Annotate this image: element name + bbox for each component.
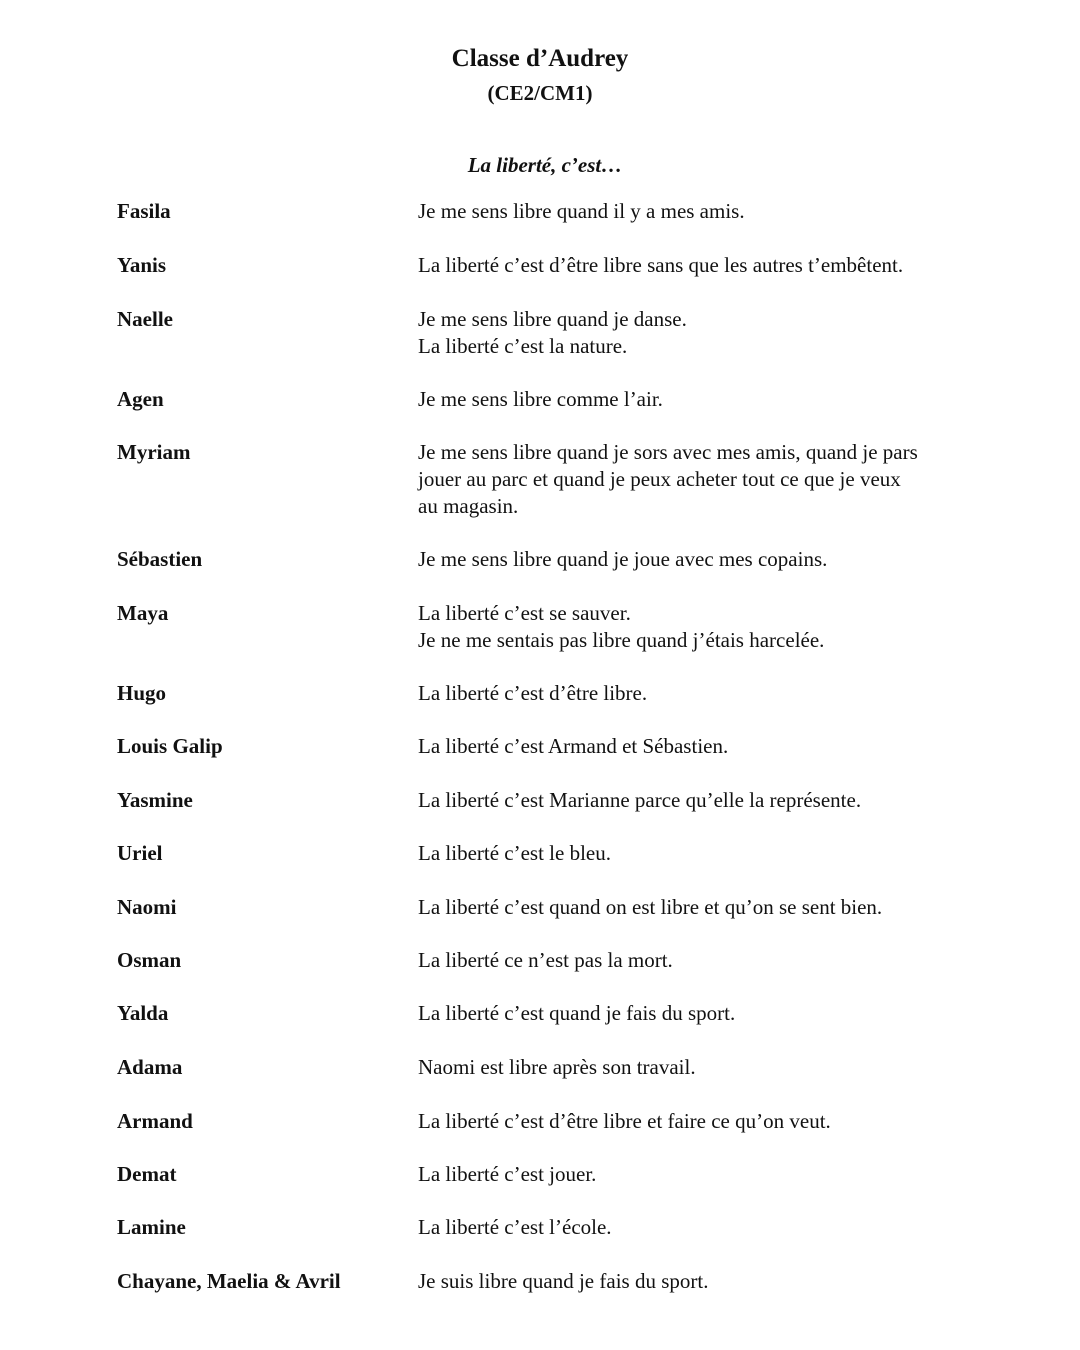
statement-line: Je me sens libre quand je danse. bbox=[418, 307, 687, 331]
student-name: Yalda bbox=[117, 1001, 169, 1025]
statement-line: Je suis libre quand je fais du sport. bbox=[418, 1269, 709, 1293]
statement-line: La liberté c’est quand on est libre et qu’on se sent bien. bbox=[418, 895, 883, 919]
student-name: Agen bbox=[117, 387, 164, 411]
document-title: Classe d’Audrey bbox=[451, 45, 629, 72]
student-name: Hugo bbox=[117, 681, 167, 705]
student-statement bbox=[418, 1161, 998, 1188]
statement-line: La liberté c’est se sauver. bbox=[418, 601, 631, 625]
student-statement bbox=[418, 1214, 998, 1241]
student-name: Adama bbox=[117, 1055, 183, 1079]
statement-line: La liberté c’est Armand et Sébastien. bbox=[418, 734, 729, 758]
statement-line: La liberté c’est quand je fais du sport. bbox=[418, 1001, 736, 1025]
statement-line: La liberté c’est d’être libre. bbox=[418, 681, 648, 705]
student-name: Fasila bbox=[117, 199, 171, 223]
statement-line: Je me sens libre quand je joue avec mes copains. bbox=[418, 547, 828, 571]
student-statement bbox=[418, 1054, 998, 1081]
statement-line: La liberté ce n’est pas la mort. bbox=[418, 948, 673, 972]
student-name: Lamine bbox=[117, 1215, 186, 1239]
student-statement bbox=[418, 1000, 998, 1027]
student-name: Yanis bbox=[117, 253, 167, 277]
statement-line: La liberté c’est d’être libre et faire ce qu’on veut. bbox=[418, 1109, 831, 1133]
statement-line: Je me sens libre quand il y a mes amis. bbox=[418, 199, 745, 223]
student-name: Sébastien bbox=[117, 547, 203, 571]
statement-line: La liberté c’est l’école. bbox=[418, 1215, 612, 1239]
class-level: (CE2/CM1) bbox=[487, 81, 593, 105]
student-name: Armand bbox=[117, 1109, 193, 1133]
student-statement bbox=[418, 546, 998, 573]
statement-line: au magasin. bbox=[418, 494, 519, 518]
statement-line: Naomi est libre après son travail. bbox=[418, 1055, 696, 1079]
student-statement bbox=[418, 600, 998, 654]
student-statement bbox=[418, 894, 998, 921]
statement-line: Je ne me sentais pas libre quand j’étais harcelée. bbox=[418, 628, 825, 652]
student-name: Naomi bbox=[117, 895, 177, 919]
statement-line: La liberté c’est Marianne parce qu’elle la représente. bbox=[418, 788, 862, 812]
student-statement bbox=[418, 252, 998, 279]
statement-line: La liberté c’est d’être libre sans que les autres t’embêtent. bbox=[418, 253, 904, 277]
student-statement bbox=[418, 947, 998, 974]
statement-line: La liberté c’est la nature. bbox=[418, 334, 628, 358]
student-name: Myriam bbox=[117, 440, 191, 464]
section-heading: La liberté, c’est… bbox=[467, 153, 623, 177]
student-name: Yasmine bbox=[117, 788, 193, 812]
student-statement bbox=[418, 198, 998, 225]
student-statement bbox=[418, 1108, 998, 1135]
student-statement bbox=[418, 306, 998, 360]
student-name: Maya bbox=[117, 601, 169, 625]
student-statement bbox=[418, 386, 998, 413]
student-name: Chayane, Maelia & Avril bbox=[117, 1269, 341, 1293]
statement-line: Je me sens libre comme l’air. bbox=[418, 387, 663, 411]
student-statement bbox=[418, 787, 998, 814]
statement-line: La liberté c’est jouer. bbox=[418, 1162, 597, 1186]
student-name: Uriel bbox=[117, 841, 163, 865]
statement-line: La liberté c’est le bleu. bbox=[418, 841, 611, 865]
student-statement bbox=[418, 680, 998, 707]
student-name: Louis Galip bbox=[117, 734, 223, 758]
student-statement bbox=[418, 1268, 998, 1295]
student-name: Naelle bbox=[117, 307, 173, 331]
student-name: Demat bbox=[117, 1162, 177, 1186]
statement-line: Je me sens libre quand je sors avec mes amis, quand je pars bbox=[418, 440, 918, 464]
statement-line: jouer au parc et quand je peux acheter tout ce que je veux bbox=[418, 467, 901, 491]
student-name: Osman bbox=[117, 948, 182, 972]
student-statement bbox=[418, 840, 998, 867]
student-statement bbox=[418, 733, 998, 760]
student-statement bbox=[418, 439, 998, 520]
